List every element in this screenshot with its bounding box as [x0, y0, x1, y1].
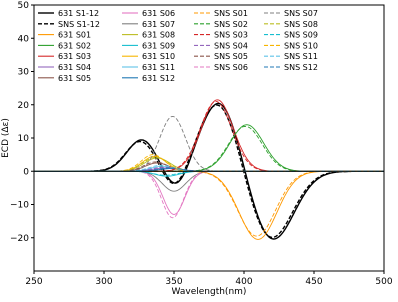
y-tick-label: 40 [17, 34, 29, 45]
legend-label: SNS S03 [214, 30, 248, 40]
legend-label: 631 S07 [142, 19, 176, 29]
legend-label: SNS S12 [284, 63, 318, 72]
legend-label: 631 S04 [58, 63, 92, 72]
legend-label: SNS S1-12 [58, 19, 100, 29]
y-tick-label: 0 [23, 167, 29, 178]
legend-label: 631 S01 [58, 30, 92, 40]
legend-label: 631 S05 [58, 73, 92, 83]
legend-label: SNS S05 [214, 52, 248, 62]
x-tick-label: 500 [375, 277, 393, 287]
legend-label: SNS S02 [214, 19, 248, 29]
legend-label: SNS S10 [284, 41, 318, 51]
x-tick-label: 300 [95, 277, 113, 287]
legend-label: 631 S09 [142, 41, 176, 51]
x-tick-label: 400 [235, 277, 253, 287]
y-tick-label: 50 [17, 1, 29, 11]
y-tick-label: −10 [10, 200, 29, 211]
y-tick-label: −20 [10, 233, 29, 244]
legend-label: SNS S07 [284, 9, 318, 18]
legend-label: 631 S06 [142, 9, 176, 18]
y-tick-label: 30 [17, 67, 29, 78]
legend-label: 631 S10 [142, 52, 176, 62]
legend-label: SNS S01 [214, 9, 248, 18]
legend-label: SNS S08 [284, 19, 318, 29]
y-axis-label: ECD (Δε) [1, 118, 11, 158]
legend-label: 631 S02 [58, 41, 92, 51]
legend-label: SNS S04 [214, 41, 248, 51]
legend-label: 631 S03 [58, 52, 92, 62]
legend-label: 631 S08 [142, 30, 176, 40]
x-tick-label: 350 [165, 277, 183, 287]
legend-label: SNS S06 [214, 63, 248, 72]
y-tick-label: 20 [17, 100, 29, 111]
legend-label: 631 S1-12 [58, 9, 100, 18]
y-tick-label: 10 [17, 134, 29, 144]
x-tick-label: 450 [305, 277, 323, 287]
legend-label: SNS S09 [284, 30, 318, 40]
x-axis-label: Wavelength(nm) [171, 287, 247, 297]
legend-label: SNS S11 [284, 52, 318, 62]
x-tick-label: 250 [25, 277, 43, 287]
legend-label: 631 S12 [142, 73, 176, 83]
legend-label: 631 S11 [142, 63, 176, 72]
